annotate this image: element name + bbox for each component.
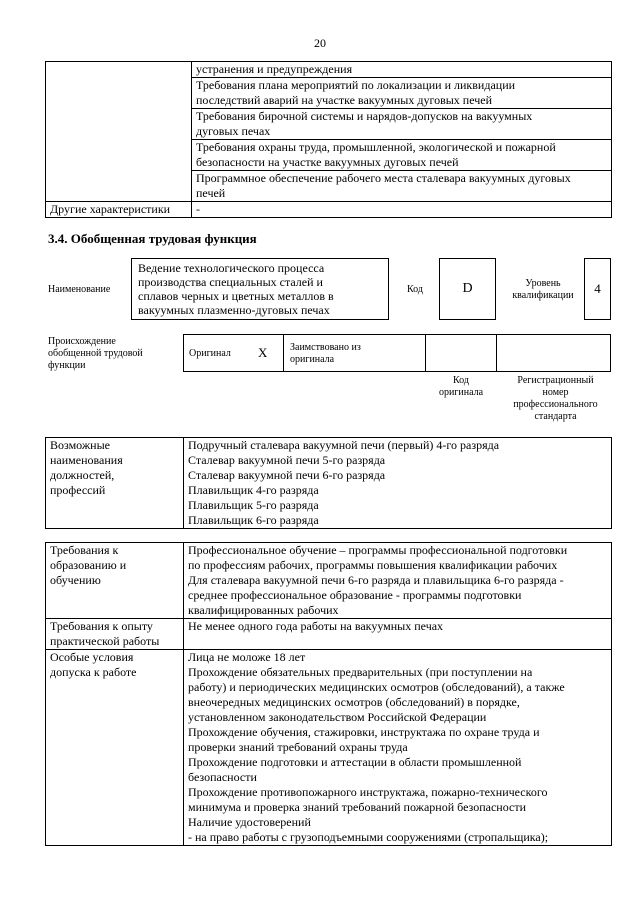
position-item: Плавильщик 6-го разряда: [188, 513, 319, 527]
level-value-box: 4: [584, 258, 611, 320]
origin-divider: [425, 334, 426, 372]
name-label: Наименование: [48, 284, 111, 295]
origin-divider: [283, 334, 284, 372]
page-number: 20: [314, 36, 326, 50]
experience-value: Не менее одного года работы на вакуумных печах: [184, 619, 612, 650]
requirements-table: [45, 542, 612, 846]
origin-box: [183, 334, 611, 372]
empty-label-cell: [46, 62, 192, 202]
conditions-value: Лица не моложе 18 лет Прохождение обязательных предварительных (при поступлении на работу) и периодических медицинских осмотров (обследований), а также внеочередных медицинских осмотров (обследований) в порядке, установленном законодательством Российской Федерации Прохождение обучения, стажировки, инструктажа по охране труда и проверки знаний требований охраны труда Прохождение подготовки и аттестации в области промышленной безопасности Прохождение противопожарного инструктажа, пожарно-технического минимума и проверка знаний требований пожарной безопасности Наличие удостоверений - на право работы с грузоподъемными сооружениями (стропальщика);: [184, 650, 612, 846]
section-heading: 3.4. Обобщенная трудовая функция: [48, 231, 257, 246]
other-characteristics-value: -: [192, 202, 612, 218]
education-value: Профессиональное обучение – программы профессиональной подготовки по профессиям рабочих, программы повышения квалификации рабочих Для сталевара вакуумной печи 6-го разряда и плавильщика 6-го разряда - среднее профессиональное образование - программы подготовки квалифицированных рабочих: [184, 543, 612, 619]
position-item: Сталевар вакуумной печи 5-го разряда: [188, 453, 386, 467]
reg-number-caption: Регистрационный номер профессионального стандарта: [513, 375, 598, 422]
other-characteristics-label: Другие характеристики: [46, 202, 192, 218]
level-label: Уровень квалификации: [512, 278, 574, 301]
position-item: Сталевар вакуумной печи 6-го разряда: [188, 468, 386, 482]
position-item: Подручный сталевара вакуумной печи (первый) 4-го разряда: [188, 438, 500, 452]
characteristics-table: [45, 61, 612, 218]
code-label: Код: [407, 284, 423, 295]
characteristic-item: Требования бирочной системы и нарядов-допусков на вакуумных дуговых печах: [192, 109, 612, 140]
education-label: Требования к образованию и обучению: [46, 543, 184, 619]
positions-list: [184, 438, 612, 529]
characteristic-item: Требования плана мероприятий по локализации и ликвидации последствий аварий на участке вакуумных дуговых печей: [192, 78, 612, 109]
conditions-label: Особые условия допуска к работе: [46, 650, 184, 846]
code-value-box: D: [439, 258, 496, 320]
position-item: Плавильщик 5-го разряда: [188, 498, 319, 512]
original-mark: X: [258, 345, 268, 360]
original-label: Оригинал: [189, 348, 231, 359]
function-name-box: Ведение технологического процесса производства специальных сталей и сплавов черных и цветных металлов в вакуумных плазменно-дуговых печах: [131, 258, 389, 320]
characteristic-item: Требования охраны труда, промышленной, экологической и пожарной безопасности на участке вакуумных дуговых печей: [192, 140, 612, 171]
characteristic-item: устранения и предупреждения: [192, 62, 612, 78]
origin-divider: [496, 334, 497, 372]
code-original-caption: Код оригинала: [438, 375, 484, 398]
position-item: Плавильщик 4-го разряда: [188, 483, 319, 497]
experience-label: Требования к опыту практической работы: [46, 619, 184, 650]
positions-label: Возможные наименования должностей, профессий: [46, 438, 184, 529]
characteristic-item: Программное обеспечение рабочего места сталевара вакуумных дуговых печей: [192, 171, 612, 202]
borrowed-label: Заимствовано из оригинала: [290, 342, 361, 365]
origin-label: Происхождение обобщенной трудовой функции: [48, 336, 143, 371]
positions-table: [45, 437, 612, 529]
